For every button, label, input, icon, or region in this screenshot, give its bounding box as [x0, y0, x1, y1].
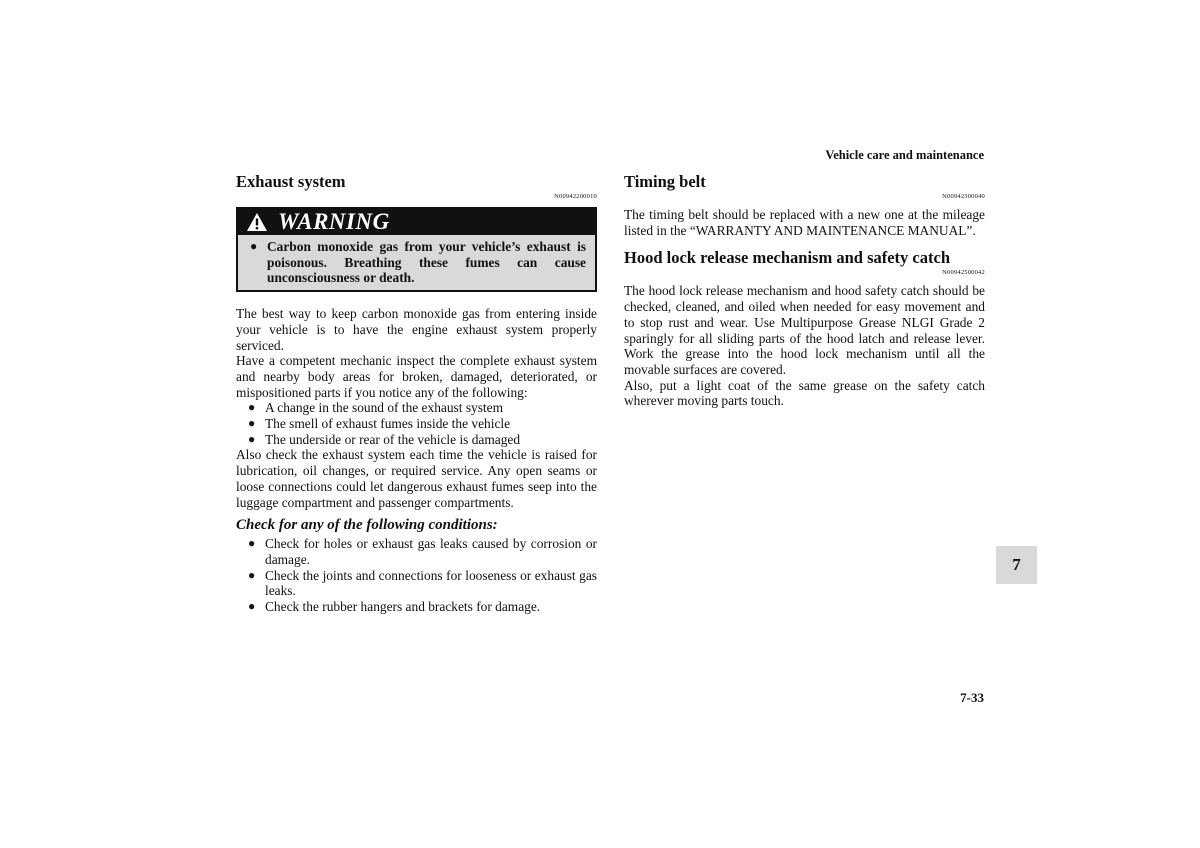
paragraph: The best way to keep carbon monoxide gas from entering inside your vehicle is to have the engine exhaust system properly serviced.: [236, 306, 597, 353]
bullet-icon: ●: [248, 536, 256, 551]
list-item: [236, 432, 597, 448]
warning-item: [250, 239, 586, 286]
list-item: [236, 400, 597, 416]
warning-triangle-icon: [246, 212, 268, 232]
exhaust-system-heading: Exhaust system: [236, 172, 346, 191]
exhaust-system-code: N00942200010: [554, 193, 597, 200]
page-number: 7-33: [960, 690, 984, 705]
list-item-text: Check the rubber hangers and brackets for damage.: [265, 599, 541, 615]
paragraph: Have a competent mechanic inspect the complete exhaust system and nearby body areas for broken, damaged, deteriorated, or mispositioned parts if you notice any of the following:: [236, 353, 597, 400]
paragraph: The timing belt should be replaced with a new one at the mileage listed in the “WARRANTY AND MAINTENANCE MANUAL”.: [624, 207, 985, 238]
warning-box: [236, 207, 597, 292]
list-item-text: A change in the sound of the exhaust system: [265, 400, 504, 416]
list-item-text: The smell of exhaust fumes inside the vehicle: [265, 416, 511, 432]
bullet-icon: ●: [248, 416, 256, 431]
warning-text: Carbon monoxide gas from your vehicle’s exhaust is poisonous. Breathing these fumes can cause unconsciousness or death.: [267, 239, 586, 286]
warning-header: [238, 209, 595, 235]
hood-lock-code: N00942500042: [942, 269, 985, 277]
timing-belt-code: N00942300040: [942, 193, 985, 200]
list-item-text: Check the joints and connections for looseness or exhaust gas leaks.: [265, 567, 597, 599]
list-item-text: The underside or rear of the vehicle is damaged: [265, 431, 521, 447]
paragraph: Also check the exhaust system each time the vehicle is raised for lubrication, oil changes, or required service. Any open seams or loose connections could let dangerous exhaust fumes seep into the luggage compartment and passenger compartments.: [236, 447, 597, 510]
chapter-tab: 7: [996, 546, 1037, 584]
conditions-subheading: Check for any of the following conditions:: [236, 517, 498, 534]
right-column: [624, 172, 985, 409]
left-column: [236, 172, 597, 615]
bullet-icon: ●: [248, 400, 256, 415]
hood-lock-heading: Hood lock release mechanism and safety catch: [624, 248, 950, 268]
timing-belt-heading: Timing belt: [624, 172, 706, 191]
list-item: [236, 568, 597, 599]
list-item: [236, 536, 597, 567]
section-header: Vehicle care and maintenance: [825, 148, 984, 162]
warning-label: WARNING: [278, 209, 390, 235]
list-item-text: Check for holes or exhaust gas leaks caused by corrosion or damage.: [265, 536, 597, 567]
paragraph: Also, put a light coat of the same grease on the safety catch wherever moving parts touch.: [624, 377, 985, 409]
bullet-icon: ●: [248, 567, 256, 582]
list-item: [236, 599, 597, 615]
paragraph: The hood lock release mechanism and hood safety catch should be checked, cleaned, and oiled when needed for easy movement and to stop rust and wear. Use Multipurpose Grease NLGI Grade 2 sparingly for all sliding parts of the hood latch and release lever. Work the grease into the hood lock mechanism until all the movable surfaces are covered.: [624, 283, 985, 377]
bullet-icon: ●: [248, 599, 256, 614]
list-item: [236, 416, 597, 432]
bullet-icon: ●: [250, 239, 258, 253]
bullet-icon: ●: [248, 431, 256, 446]
warning-body: [238, 235, 595, 290]
